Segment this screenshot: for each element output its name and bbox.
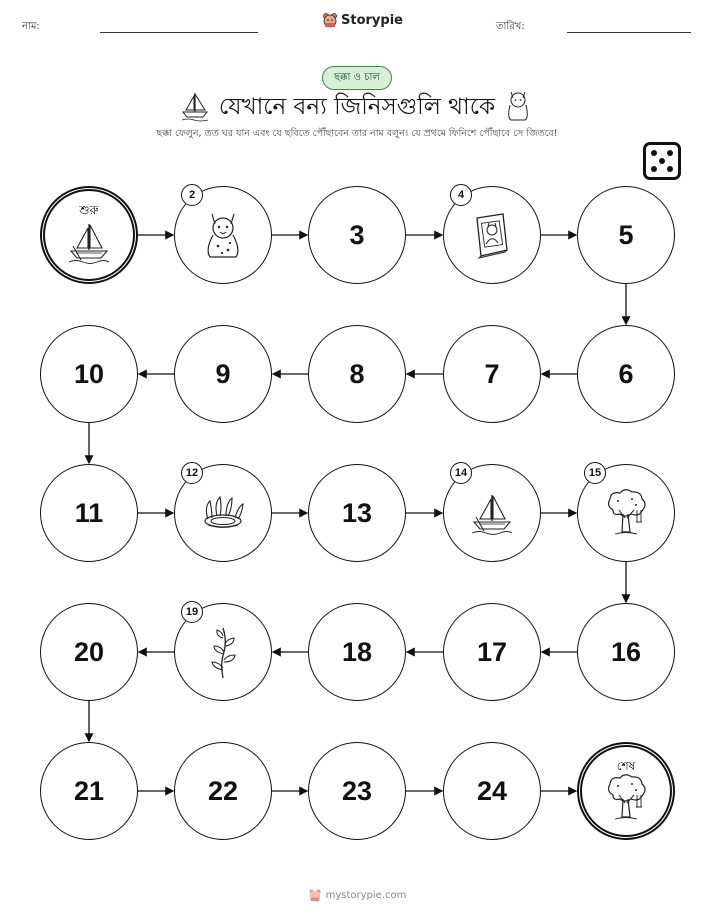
board-cell-22[interactable] xyxy=(174,742,272,840)
board-cell-20[interactable] xyxy=(40,603,138,701)
page-title: যেখানে বন্য জিনিসগুলি থাকে xyxy=(218,94,496,120)
crown-wreath-icon xyxy=(198,493,248,533)
footer-url[interactable]: mystorypie.com xyxy=(325,889,407,901)
board-cell-4[interactable] xyxy=(443,186,541,284)
board-cell-21[interactable] xyxy=(40,742,138,840)
board-cell-13[interactable] xyxy=(308,464,406,562)
board-cell-3[interactable] xyxy=(308,186,406,284)
cell-number: 13 xyxy=(341,497,373,528)
game-type-badge: ছক্কা ও চাল xyxy=(322,66,392,90)
cell-number: 18 xyxy=(341,636,373,667)
finish-cell[interactable] xyxy=(577,742,675,840)
cell-number: 3 xyxy=(349,219,365,250)
board-cell-8[interactable] xyxy=(308,325,406,423)
footer xyxy=(0,888,714,902)
cell-number: 5 xyxy=(618,219,634,250)
brand-name: Storypie xyxy=(341,12,403,28)
cell-number: 17 xyxy=(476,636,508,667)
cell-number-badge: 2 xyxy=(181,184,203,206)
board-cell-6[interactable] xyxy=(577,325,675,423)
start-cell[interactable] xyxy=(40,186,138,284)
board-cell-16[interactable] xyxy=(577,603,675,701)
board-cell-15[interactable] xyxy=(577,464,675,562)
cell-number-badge: 14 xyxy=(450,462,472,484)
cell-number: 22 xyxy=(207,775,239,806)
board-cell-5[interactable] xyxy=(577,186,675,284)
boat-icon xyxy=(470,491,514,535)
board-cell-11[interactable] xyxy=(40,464,138,562)
cell-number: 24 xyxy=(476,775,508,806)
boat-icon xyxy=(67,220,111,264)
bear-mascot-icon xyxy=(308,888,322,902)
board-cell-23[interactable] xyxy=(308,742,406,840)
tree-icon xyxy=(603,773,649,823)
cell-number: 16 xyxy=(610,636,642,667)
cell-number: 21 xyxy=(73,775,105,806)
board-cell-9[interactable] xyxy=(174,325,272,423)
wolf-costume-icon xyxy=(200,210,246,260)
instructions: ছক্কা ফেলুন, তত ঘর যান এবং যে ছবিতে পৌঁছাবেন তার নাম বলুন। যে প্রথমে ফিনিশে পৌঁছাবে সে জিতবে! xyxy=(156,128,558,139)
cell-number: 7 xyxy=(484,358,500,389)
name-label: নাম: xyxy=(22,21,40,32)
board-cell-10[interactable] xyxy=(40,325,138,423)
board-cell-12[interactable] xyxy=(174,464,272,562)
cell-number-badge: 15 xyxy=(584,462,606,484)
vine-icon xyxy=(206,624,240,680)
cell-number: 8 xyxy=(349,358,365,389)
cell-number-badge: 4 xyxy=(450,184,472,206)
board-cell-14[interactable] xyxy=(443,464,541,562)
cell-number-badge: 19 xyxy=(181,601,203,623)
start-label: শুরু xyxy=(79,203,99,217)
date-label: তারিখ: xyxy=(496,21,525,32)
cell-number: 9 xyxy=(215,358,231,389)
cell-number-badge: 12 xyxy=(181,462,203,484)
board-cell-24[interactable] xyxy=(443,742,541,840)
board-cell-18[interactable] xyxy=(308,603,406,701)
cell-number: 23 xyxy=(341,775,373,806)
storybook-icon xyxy=(469,210,515,260)
cell-number: 6 xyxy=(618,358,634,389)
board-cell-17[interactable] xyxy=(443,603,541,701)
board-cell-7[interactable] xyxy=(443,325,541,423)
tree-icon xyxy=(603,488,649,538)
finish-label: শেষ xyxy=(616,759,636,773)
board-cell-19[interactable] xyxy=(174,603,272,701)
cell-number: 20 xyxy=(73,636,105,667)
cell-number: 10 xyxy=(73,358,105,389)
cell-number: 11 xyxy=(74,497,104,528)
board-cell-2[interactable] xyxy=(174,186,272,284)
